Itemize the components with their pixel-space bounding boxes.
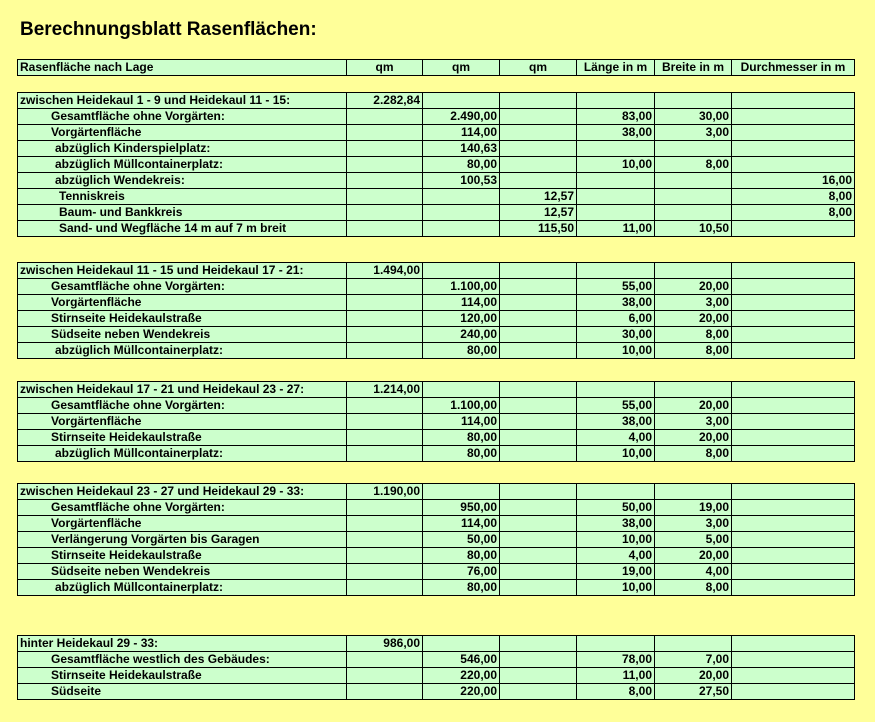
cell-qm3 — [500, 382, 577, 398]
cell-durchmesser — [732, 157, 855, 173]
cell-qm2: 114,00 — [423, 516, 500, 532]
header-qm1: qm — [347, 60, 423, 76]
cell-durchmesser — [732, 446, 855, 462]
cell-durchmesser — [732, 548, 855, 564]
cell-qm1 — [347, 564, 423, 580]
cell-qm1 — [347, 684, 423, 700]
section-table — [17, 635, 855, 700]
section-header-row — [18, 636, 855, 652]
cell-label: abzüglich Kinderspielplatz: — [18, 141, 347, 157]
table-row — [18, 548, 855, 564]
cell-durchmesser — [732, 311, 855, 327]
cell-qm1 — [347, 173, 423, 189]
cell-qm2: 100,53 — [423, 173, 500, 189]
cell-label: abzüglich Müllcontainerplatz: — [18, 446, 347, 462]
cell-qm2: 80,00 — [423, 446, 500, 462]
cell-laenge — [577, 205, 655, 221]
cell-qm1 — [347, 548, 423, 564]
cell-breite — [655, 189, 732, 205]
cell-qm1: 986,00 — [347, 636, 423, 652]
cell-qm1 — [347, 532, 423, 548]
cell-breite: 3,00 — [655, 295, 732, 311]
header-durchmesser: Durchmesser in m — [732, 60, 855, 76]
cell-laenge: 78,00 — [577, 652, 655, 668]
cell-label: Vorgärtenfläche — [18, 414, 347, 430]
cell-label: Stirnseite Heidekaulstraße — [18, 668, 347, 684]
cell-qm3 — [500, 125, 577, 141]
cell-qm1 — [347, 580, 423, 596]
cell-durchmesser: 8,00 — [732, 205, 855, 221]
cell-qm2 — [423, 484, 500, 500]
cell-breite: 7,00 — [655, 652, 732, 668]
cell-qm2 — [423, 189, 500, 205]
cell-qm2 — [423, 382, 500, 398]
cell-qm1 — [347, 125, 423, 141]
cell-label: zwischen Heidekaul 23 - 27 und Heidekaul 29 - 33: — [18, 484, 347, 500]
cell-label: hinter Heidekaul 29 - 33: — [18, 636, 347, 652]
section-table — [17, 483, 855, 596]
cell-qm3 — [500, 295, 577, 311]
cell-laenge — [577, 189, 655, 205]
cell-laenge — [577, 93, 655, 109]
cell-qm3 — [500, 500, 577, 516]
table-row — [18, 125, 855, 141]
table-row — [18, 516, 855, 532]
cell-breite: 20,00 — [655, 548, 732, 564]
cell-breite: 10,50 — [655, 221, 732, 237]
cell-qm2: 220,00 — [423, 684, 500, 700]
cell-label: Sand- und Wegfläche 14 m auf 7 m breit — [18, 221, 347, 237]
cell-breite — [655, 141, 732, 157]
cell-qm2: 114,00 — [423, 414, 500, 430]
cell-label: abzüglich Wendekreis: — [18, 173, 347, 189]
table-row — [18, 532, 855, 548]
cell-qm2: 950,00 — [423, 500, 500, 516]
cell-laenge: 38,00 — [577, 295, 655, 311]
table-row — [18, 500, 855, 516]
cell-label: Vorgärtenfläche — [18, 125, 347, 141]
cell-breite: 8,00 — [655, 343, 732, 359]
cell-durchmesser — [732, 263, 855, 279]
table-row — [18, 343, 855, 359]
cell-qm1 — [347, 668, 423, 684]
cell-qm1: 1.214,00 — [347, 382, 423, 398]
cell-durchmesser — [732, 532, 855, 548]
cell-qm3 — [500, 93, 577, 109]
cell-qm3 — [500, 414, 577, 430]
cell-durchmesser — [732, 398, 855, 414]
cell-qm1 — [347, 652, 423, 668]
cell-qm2 — [423, 263, 500, 279]
cell-label: abzüglich Müllcontainerplatz: — [18, 580, 347, 596]
table-row — [18, 141, 855, 157]
cell-qm2: 546,00 — [423, 652, 500, 668]
cell-label: Vorgärtenfläche — [18, 295, 347, 311]
cell-qm2: 80,00 — [423, 343, 500, 359]
table-row — [18, 221, 855, 237]
cell-qm3 — [500, 157, 577, 173]
cell-durchmesser — [732, 279, 855, 295]
table-row — [18, 279, 855, 295]
cell-breite: 8,00 — [655, 327, 732, 343]
cell-qm1 — [347, 189, 423, 205]
cell-qm3 — [500, 652, 577, 668]
header-row — [18, 60, 855, 76]
cell-label: Gesamtfläche ohne Vorgärten: — [18, 109, 347, 125]
cell-qm3 — [500, 636, 577, 652]
cell-qm2: 114,00 — [423, 125, 500, 141]
table-row — [18, 652, 855, 668]
header-laenge: Länge in m — [577, 60, 655, 76]
cell-label: Gesamtfläche ohne Vorgärten: — [18, 398, 347, 414]
cell-laenge: 30,00 — [577, 327, 655, 343]
cell-qm1 — [347, 414, 423, 430]
cell-qm1 — [347, 446, 423, 462]
cell-breite — [655, 205, 732, 221]
table-row — [18, 189, 855, 205]
cell-laenge: 55,00 — [577, 279, 655, 295]
header-qm3: qm — [500, 60, 577, 76]
cell-label: Stirnseite Heidekaulstraße — [18, 548, 347, 564]
cell-qm3 — [500, 279, 577, 295]
cell-qm3 — [500, 532, 577, 548]
table-row — [18, 109, 855, 125]
cell-label: Stirnseite Heidekaulstraße — [18, 311, 347, 327]
cell-label: Stirnseite Heidekaulstraße — [18, 430, 347, 446]
cell-laenge: 6,00 — [577, 311, 655, 327]
cell-breite: 8,00 — [655, 446, 732, 462]
table-row — [18, 398, 855, 414]
cell-durchmesser — [732, 636, 855, 652]
section-header-row — [18, 484, 855, 500]
cell-qm2: 80,00 — [423, 430, 500, 446]
cell-label: Gesamtfläche westlich des Gebäudes: — [18, 652, 347, 668]
cell-laenge: 38,00 — [577, 125, 655, 141]
cell-laenge: 8,00 — [577, 684, 655, 700]
cell-label: Gesamtfläche ohne Vorgärten: — [18, 279, 347, 295]
header-table — [17, 59, 855, 76]
cell-qm2: 140,63 — [423, 141, 500, 157]
cell-qm1 — [347, 327, 423, 343]
cell-breite — [655, 636, 732, 652]
cell-durchmesser — [732, 580, 855, 596]
cell-qm1 — [347, 109, 423, 125]
cell-qm3 — [500, 516, 577, 532]
cell-breite — [655, 484, 732, 500]
cell-durchmesser — [732, 564, 855, 580]
cell-laenge: 11,00 — [577, 221, 655, 237]
cell-laenge: 10,00 — [577, 580, 655, 596]
cell-breite: 19,00 — [655, 500, 732, 516]
cell-durchmesser — [732, 221, 855, 237]
cell-qm3 — [500, 564, 577, 580]
cell-qm2: 1.100,00 — [423, 279, 500, 295]
cell-qm3 — [500, 327, 577, 343]
cell-label: Gesamtfläche ohne Vorgärten: — [18, 500, 347, 516]
cell-laenge: 38,00 — [577, 516, 655, 532]
cell-breite — [655, 173, 732, 189]
cell-qm3 — [500, 173, 577, 189]
table-row — [18, 668, 855, 684]
cell-qm2: 114,00 — [423, 295, 500, 311]
cell-laenge: 19,00 — [577, 564, 655, 580]
cell-durchmesser: 8,00 — [732, 189, 855, 205]
cell-breite — [655, 382, 732, 398]
cell-label: abzüglich Müllcontainerplatz: — [18, 343, 347, 359]
cell-durchmesser — [732, 516, 855, 532]
section-header-row — [18, 263, 855, 279]
cell-durchmesser — [732, 668, 855, 684]
cell-qm1 — [347, 500, 423, 516]
cell-laenge: 10,00 — [577, 446, 655, 462]
cell-qm3: 12,57 — [500, 205, 577, 221]
cell-laenge: 10,00 — [577, 343, 655, 359]
header-qm2: qm — [423, 60, 500, 76]
cell-qm2 — [423, 205, 500, 221]
cell-laenge: 11,00 — [577, 668, 655, 684]
cell-durchmesser — [732, 141, 855, 157]
cell-qm3 — [500, 263, 577, 279]
cell-durchmesser — [732, 484, 855, 500]
cell-qm1: 1.190,00 — [347, 484, 423, 500]
cell-laenge: 10,00 — [577, 157, 655, 173]
cell-breite — [655, 263, 732, 279]
cell-qm1 — [347, 343, 423, 359]
cell-durchmesser — [732, 343, 855, 359]
section-table — [17, 262, 855, 359]
cell-qm3 — [500, 311, 577, 327]
table-row — [18, 430, 855, 446]
table-row — [18, 205, 855, 221]
cell-qm1 — [347, 157, 423, 173]
cell-qm3 — [500, 446, 577, 462]
cell-qm2: 76,00 — [423, 564, 500, 580]
cell-laenge — [577, 382, 655, 398]
table-row — [18, 580, 855, 596]
header-lage: Rasenfläche nach Lage — [18, 60, 347, 76]
cell-qm1 — [347, 279, 423, 295]
cell-label: zwischen Heidekaul 11 - 15 und Heidekaul 17 - 21: — [18, 263, 347, 279]
cell-qm2: 2.490,00 — [423, 109, 500, 125]
cell-breite: 20,00 — [655, 398, 732, 414]
cell-laenge: 4,00 — [577, 548, 655, 564]
cell-qm2: 80,00 — [423, 548, 500, 564]
cell-label: abzüglich Müllcontainerplatz: — [18, 157, 347, 173]
table-row — [18, 173, 855, 189]
cell-label: zwischen Heidekaul 17 - 21 und Heidekaul 23 - 27: — [18, 382, 347, 398]
cell-laenge — [577, 263, 655, 279]
cell-laenge — [577, 636, 655, 652]
cell-durchmesser — [732, 684, 855, 700]
section-table — [17, 92, 855, 237]
cell-qm3 — [500, 343, 577, 359]
cell-qm1: 1.494,00 — [347, 263, 423, 279]
cell-durchmesser — [732, 430, 855, 446]
cell-laenge: 4,00 — [577, 430, 655, 446]
cell-laenge — [577, 173, 655, 189]
cell-qm2 — [423, 636, 500, 652]
cell-qm1 — [347, 295, 423, 311]
cell-qm1 — [347, 205, 423, 221]
cell-breite: 3,00 — [655, 125, 732, 141]
cell-qm2 — [423, 93, 500, 109]
table-row — [18, 446, 855, 462]
cell-qm3 — [500, 484, 577, 500]
cell-breite: 8,00 — [655, 580, 732, 596]
cell-durchmesser — [732, 327, 855, 343]
cell-qm1 — [347, 141, 423, 157]
cell-qm1 — [347, 221, 423, 237]
cell-durchmesser: 16,00 — [732, 173, 855, 189]
cell-qm2: 1.100,00 — [423, 398, 500, 414]
cell-durchmesser — [732, 414, 855, 430]
cell-durchmesser — [732, 93, 855, 109]
cell-label: Verlängerung Vorgärten bis Garagen — [18, 532, 347, 548]
cell-breite: 20,00 — [655, 279, 732, 295]
cell-qm2: 80,00 — [423, 580, 500, 596]
cell-durchmesser — [732, 295, 855, 311]
cell-qm3 — [500, 109, 577, 125]
cell-qm2: 50,00 — [423, 532, 500, 548]
cell-qm1 — [347, 311, 423, 327]
table-row — [18, 295, 855, 311]
cell-breite — [655, 93, 732, 109]
cell-breite: 4,00 — [655, 564, 732, 580]
cell-breite: 3,00 — [655, 414, 732, 430]
cell-durchmesser — [732, 125, 855, 141]
cell-label: Südseite — [18, 684, 347, 700]
cell-label: Südseite neben Wendekreis — [18, 564, 347, 580]
cell-breite: 30,00 — [655, 109, 732, 125]
cell-laenge: 50,00 — [577, 500, 655, 516]
cell-qm3: 115,50 — [500, 221, 577, 237]
table-row — [18, 684, 855, 700]
cell-qm2: 240,00 — [423, 327, 500, 343]
cell-qm2 — [423, 221, 500, 237]
cell-durchmesser — [732, 500, 855, 516]
cell-qm2: 120,00 — [423, 311, 500, 327]
cell-breite: 5,00 — [655, 532, 732, 548]
cell-laenge: 10,00 — [577, 532, 655, 548]
cell-label: Vorgärtenfläche — [18, 516, 347, 532]
cell-breite: 3,00 — [655, 516, 732, 532]
table-row — [18, 327, 855, 343]
cell-qm3: 12,57 — [500, 189, 577, 205]
table-row — [18, 311, 855, 327]
cell-qm3 — [500, 668, 577, 684]
cell-qm1 — [347, 398, 423, 414]
cell-label: zwischen Heidekaul 1 - 9 und Heidekaul 11 - 15: — [18, 93, 347, 109]
section-header-row — [18, 93, 855, 109]
cell-durchmesser — [732, 109, 855, 125]
cell-qm2: 220,00 — [423, 668, 500, 684]
section-table — [17, 381, 855, 462]
cell-breite: 20,00 — [655, 668, 732, 684]
header-breite: Breite in m — [655, 60, 732, 76]
cell-qm3 — [500, 141, 577, 157]
cell-qm3 — [500, 430, 577, 446]
cell-breite: 20,00 — [655, 311, 732, 327]
section-header-row — [18, 382, 855, 398]
page-title: Berechnungsblatt Rasenflächen: — [20, 19, 317, 40]
table-row — [18, 414, 855, 430]
cell-qm3 — [500, 580, 577, 596]
cell-qm1 — [347, 516, 423, 532]
cell-qm3 — [500, 398, 577, 414]
cell-qm1: 2.282,84 — [347, 93, 423, 109]
cell-laenge — [577, 141, 655, 157]
cell-laenge: 83,00 — [577, 109, 655, 125]
cell-qm2: 80,00 — [423, 157, 500, 173]
cell-durchmesser — [732, 652, 855, 668]
cell-breite: 8,00 — [655, 157, 732, 173]
table-row — [18, 564, 855, 580]
cell-label: Tenniskreis — [18, 189, 347, 205]
cell-label: Baum- und Bankkreis — [18, 205, 347, 221]
cell-laenge: 38,00 — [577, 414, 655, 430]
cell-breite: 27,50 — [655, 684, 732, 700]
cell-laenge: 55,00 — [577, 398, 655, 414]
cell-qm3 — [500, 684, 577, 700]
cell-qm1 — [347, 430, 423, 446]
cell-durchmesser — [732, 382, 855, 398]
cell-qm3 — [500, 548, 577, 564]
cell-label: Südseite neben Wendekreis — [18, 327, 347, 343]
cell-breite: 20,00 — [655, 430, 732, 446]
table-row — [18, 157, 855, 173]
cell-laenge — [577, 484, 655, 500]
